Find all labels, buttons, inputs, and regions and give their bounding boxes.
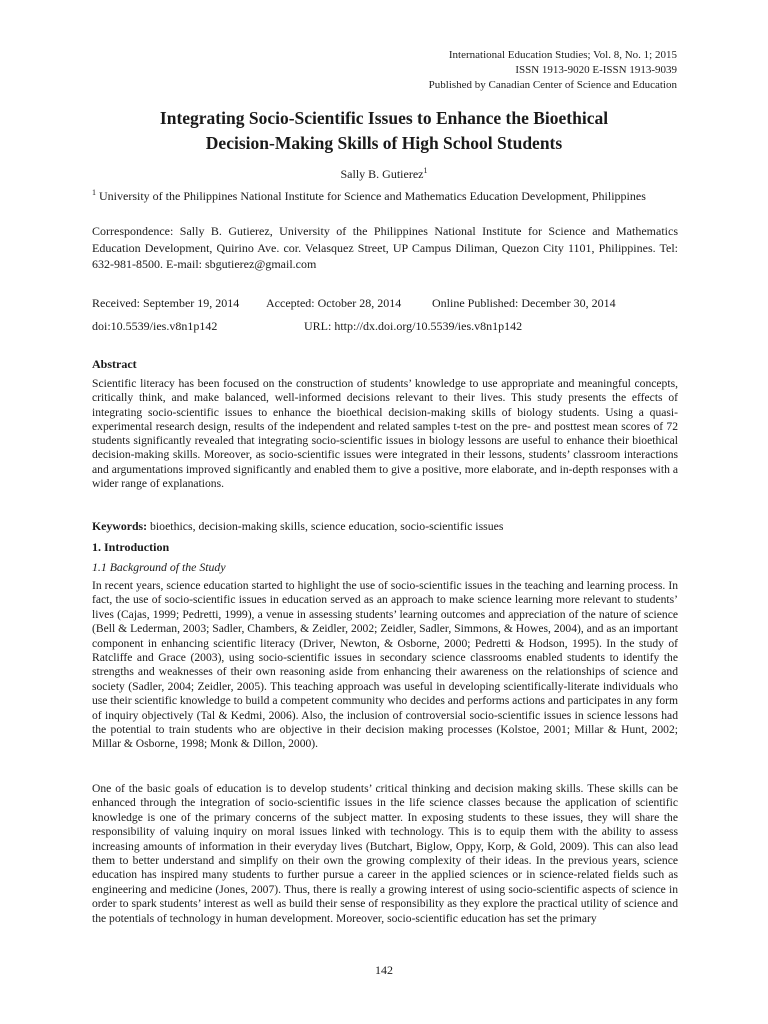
subsection-heading-background: 1.1 Background of the Study	[92, 560, 226, 574]
keywords-text: bioethics, decision-making skills, science education, socio-scientific issues	[147, 519, 504, 533]
paper-title	[100, 106, 668, 156]
correspondence: Correspondence: Sally B. Gutierez, University of the Philippines National Institute for Science and Mathematics Education Development, Quirino Ave. cor. Velasquez Street, UP Campus Diliman, Quezon City 1101, Philippines. Tel: 632-981-8500. E-mail: sbgutierez@gmail.com	[92, 224, 678, 271]
journal-issn: ISSN 1913-9020 E-ISSN 1913-9039	[515, 64, 677, 76]
paragraph-1: In recent years, science education started to highlight the use of socio-scientific issues in the teaching and learning process. In fact, the use of socio-scientific issues in education served as an approach to make science learning more relevant to students’ lives (Cajas, 1999; Pedretti, 1999), a venue in assessing students’ learning outcomes and appreciation of the nature of science (Bell & Lederman, 2003; Sadler, Chambers, & Zeidler, 2002; Zeidler, Sadler, Simmons, & Howes, 2004), and as an important component in enhancing scientific literacy (Driver, Newton, & Osborne, 2000; Pedretti & Hodson, 1995). In the study of Ratcliffe and Grace (2003), using socio-scientific issues in secondary science classrooms enabled students to identify the strengths and weaknesses of their own reasoning aside from enhancing their awareness on the relationships of science and society (Sadler, 2004; Zeidler, 2005). This teaching approach was useful in developing scientifically-literate individuals who use their scientific knowledge to build a competent community who decides and performs actions and participates in any form of inquiry objectively (Tal & Kedmi, 2006). Also, the inclusion of controversial socio-scientific issues in science lessons had the potential to train students who are objective in their decision making processes (Kolstoe, 2001; Millar & Hunt, 2002; Millar & Osborne, 1998; Monk & Dillon, 2000).	[92, 579, 678, 751]
author-affiliation-mark: 1	[423, 166, 428, 175]
affiliation-mark: 1	[92, 188, 96, 197]
author-name: Sally B. Gutierez	[340, 167, 424, 181]
affiliation	[92, 189, 678, 204]
published-date: Online Published: December 30, 2014	[432, 296, 616, 310]
abstract-heading: Abstract	[92, 357, 137, 371]
page-number: 142	[375, 963, 393, 977]
journal-publisher: Published by Canadian Center of Science and Education	[428, 79, 677, 91]
section-heading-introduction: 1. Introduction	[92, 540, 170, 554]
keywords	[92, 519, 678, 534]
received-date: Received: September 19, 2014	[92, 296, 240, 310]
journal-citation: International Education Studies; Vol. 8, No. 1; 2015	[448, 49, 677, 61]
accepted-date: Accepted: October 28, 2014	[266, 296, 402, 310]
journal-header	[300, 48, 677, 93]
paper-title-line-1: Integrating Socio-Scientific Issues to Enhance the Bioethical	[159, 108, 609, 128]
doi: doi:10.5539/ies.v8n1p142	[92, 319, 218, 333]
doi-url[interactable]: URL: http://dx.doi.org/10.5539/ies.v8n1p142	[304, 319, 523, 333]
abstract-body: Scientific literacy has been focused on the construction of students’ knowledge to use appropriate and meaningful concepts, critically think, and make balanced, well-informed decisions relevant to their lives. This study presents the effects of integrating socio-scientific issues to enhance the bioethical decision-making skills of biology students. Using a quasi-experimental research design, results of the independent and related samples t-test on the pre- and posttest mean scores of 72 students significantly revealed that integrating socio-scientific issues in biology lessons are useful to enhance their bioethical decision-making skills. Moreover, as socio-scientific issues were integrated in their lessons, students’ classroom interactions and argumentations improved significantly and enabled them to give a positive, more elaborate, and in-depth responses with a wider range of explanations.	[92, 377, 678, 491]
paper-title-line-2: Decision-Making Skills of High School Students	[205, 133, 563, 153]
author-line	[200, 166, 568, 182]
affiliation-text: University of the Philippines National Institute for Science and Mathematics Education Development, Philippines	[99, 189, 646, 203]
paragraph-2: One of the basic goals of education is to develop students’ critical thinking and decision making skills. These skills can be enhanced through the integration of socio-scientific issues in the life science classes because the application of scientific knowledge is one of the primary concerns of the subject matter. In exposing students to these issues, they will share the responsibility of valuing inquiry on moral issues linked with technology. This is to equip them with the ability to assess increasing amounts of information in their everyday lives (Butchart, Biglow, Oppy, Korp, & Gold, 2009). This can also lead them to better understand and simplify on their own the growing complexity of their ideas. In the previous years, science education has inspired many students to further pursue a career in the applied sciences or in science-related fields such as engineering and medicine (Jones, 2007). Thus, there is really a growing interest of using socio-scientific aspects of science in order to spark students’ interest as well as build their sense of responsibility as they explore the practical utility of science and the potentials of technology in human development. Moreover, socio-scientific education has set the primary	[92, 782, 678, 925]
keywords-label: Keywords:	[92, 519, 148, 533]
